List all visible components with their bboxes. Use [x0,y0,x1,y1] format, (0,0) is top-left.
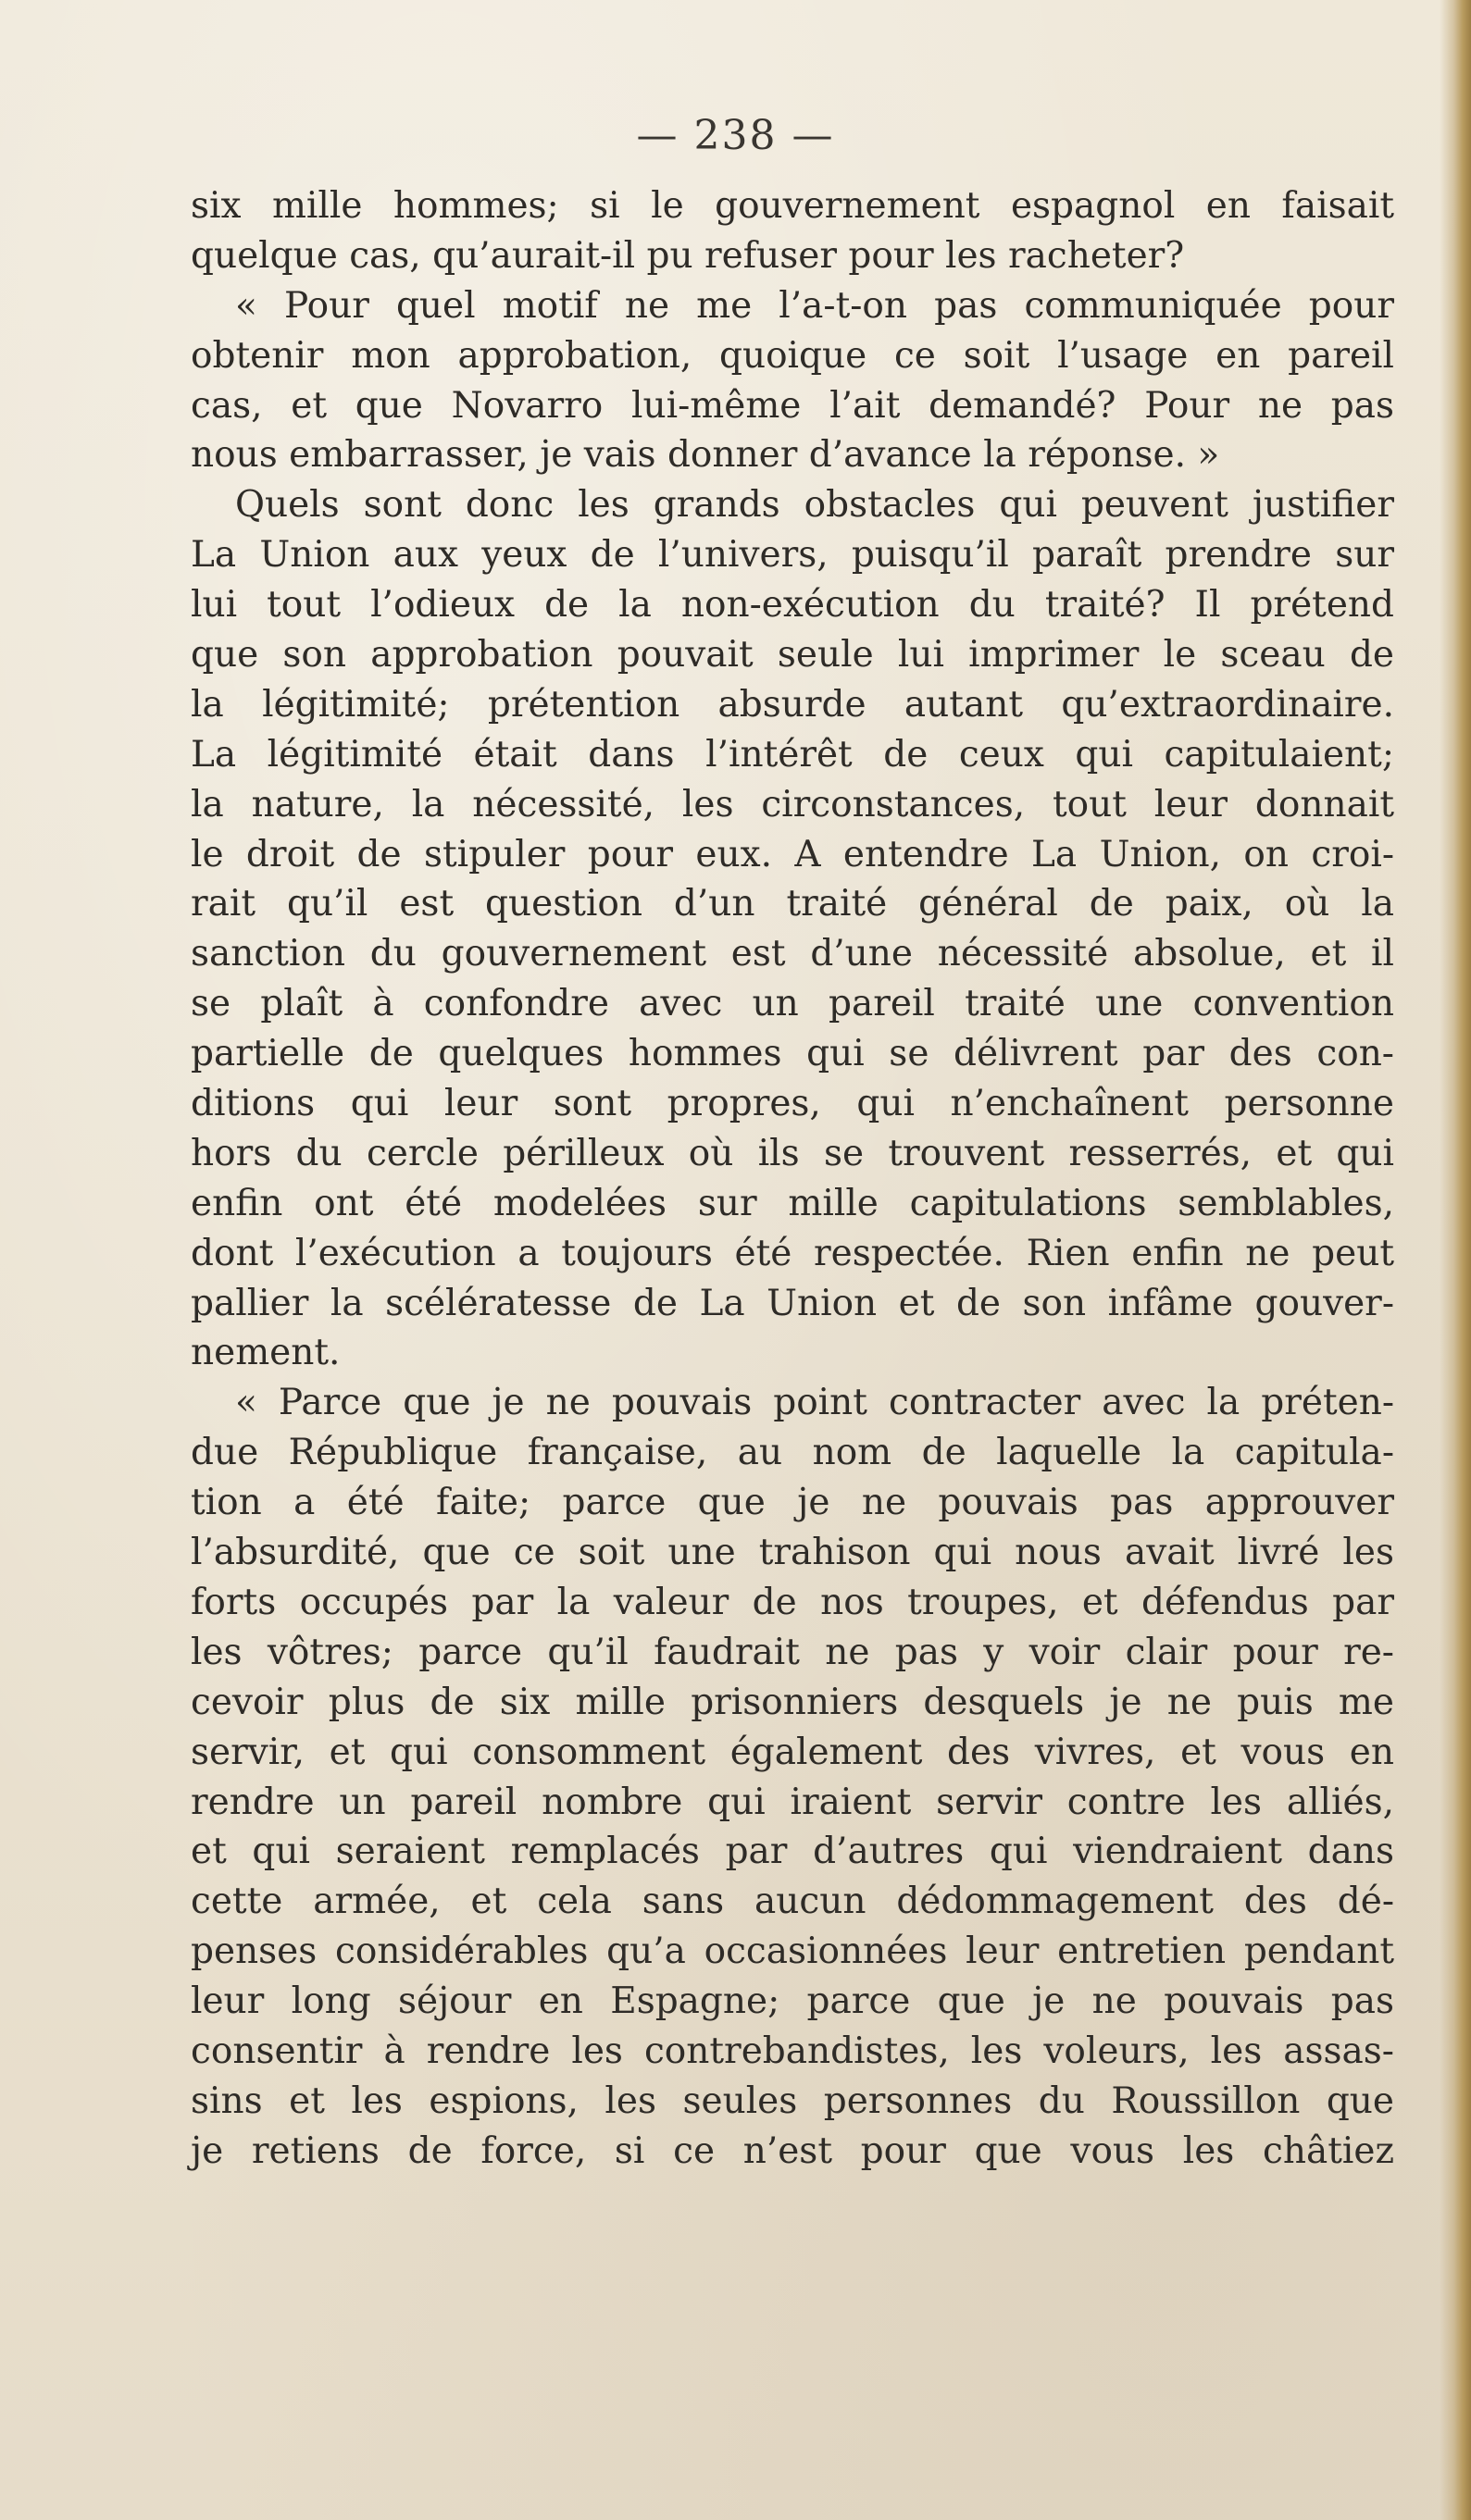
text-line: La Union aux yeux de l’univers, puisqu’il paraît prendre sur [191,534,1394,577]
text-line: lui tout l’odieux de la non-exécution du traité? Il prétend [191,584,1394,627]
text-line: cevoir plus de six mille prisonniers desquels je ne puis me [191,1681,1394,1723]
text-line: l’absurdité, que ce soit une trahison qui nous avait livré les [191,1532,1394,1574]
text-line: la légitimité; prétention absurde autant qu’extraordinaire. [191,683,1394,726]
text-line: sanction du gouvernement est d’une nécessité absolue, et il [191,933,1394,975]
text-line: « Parce que je ne pouvais point contracter avec la préten- [235,1382,1394,1424]
text-line: le droit de stipuler pour eux. A entendre La Union, on croi- [191,833,1394,875]
text-line: nement. [191,1332,341,1374]
text-line: six mille hommes; si le gouvernement espagnol en faisait [191,185,1394,227]
text-line: dont l’exécution a toujours été respectée. Rien enfin ne peut [191,1232,1394,1274]
text-line: je retiens de force, si ce n’est pour que vous les châtiez [191,2129,1394,2172]
text-line: servir, et qui consomment également des vivres, et vous en [191,1731,1394,1773]
body-text [191,181,1394,2177]
page-number: — 238 — [636,112,835,159]
text-line: se plaît à confondre avec un pareil traité une convention [191,983,1394,1025]
text-line: penses considérables qu’a occasionnées leur entretien pendant [191,1930,1394,1973]
text-line: que son approbation pouvait seule lui imprimer le sceau de [191,634,1394,677]
text-line: enfin ont été modelées sur mille capitulations semblables, [191,1182,1394,1224]
text-line: La légitimité était dans l’intérêt de ceux qui capitulaient; [191,733,1394,776]
text-line: obtenir mon approbation, quoique ce soit l’usage en pareil [191,334,1394,377]
text-line: Quels sont donc les grands obstacles qui peuvent justifier [235,484,1394,527]
text-line: nous embarrasser, je vais donner d’avance la réponse. » [191,434,1220,477]
text-line: pallier la scélératesse de La Union et de son infâme gouver- [191,1282,1394,1324]
text-line: quelque cas, qu’aurait-il pu refuser pour les racheter? [191,234,1185,277]
text-line: les vôtres; parce qu’il faudrait ne pas y voir clair pour re- [191,1631,1394,1673]
page-edge [1440,0,1471,2520]
text-line: la nature, la nécessité, les circonstances, tout leur donnait [191,783,1394,826]
text-line: cas, et que Novarro lui-même l’ait demandé? Pour ne pas [191,384,1394,427]
text-line: sins et les espions, les seules personnes du Roussillon que [191,2079,1394,2122]
text-line: et qui seraient remplacés par d’autres qui viendraient dans [191,1831,1394,1873]
text-line: due République française, au nom de laquelle la capitula- [191,1432,1394,1474]
text-line: « Pour quel motif ne me l’a-t-on pas communiquée pour [235,284,1394,327]
text-line: rait qu’il est question d’un traité général de paix, où la [191,883,1394,925]
text-line: tion a été faite; parce que je ne pouvais pas approuver [191,1482,1394,1524]
text-line: partielle de quelques hommes qui se délivrent par des con- [191,1033,1394,1075]
text-line: hors du cercle périlleux où ils se trouvent resserrés, et qui [191,1132,1394,1174]
text-line: forts occupés par la valeur de nos troupes, et défendus par [191,1581,1394,1623]
text-line: rendre un pareil nombre qui iraient servir contre les alliés, [191,1781,1394,1823]
text-line: leur long séjour en Espagne; parce que je ne pouvais pas [191,1980,1394,2023]
text-line: consentir à rendre les contrebandistes, les voleurs, les assas- [191,2030,1394,2072]
text-line: cette armée, et cela sans aucun dédommagement des dé- [191,1881,1394,1923]
text-line: ditions qui leur sont propres, qui n’enchaînent personne [191,1083,1394,1125]
